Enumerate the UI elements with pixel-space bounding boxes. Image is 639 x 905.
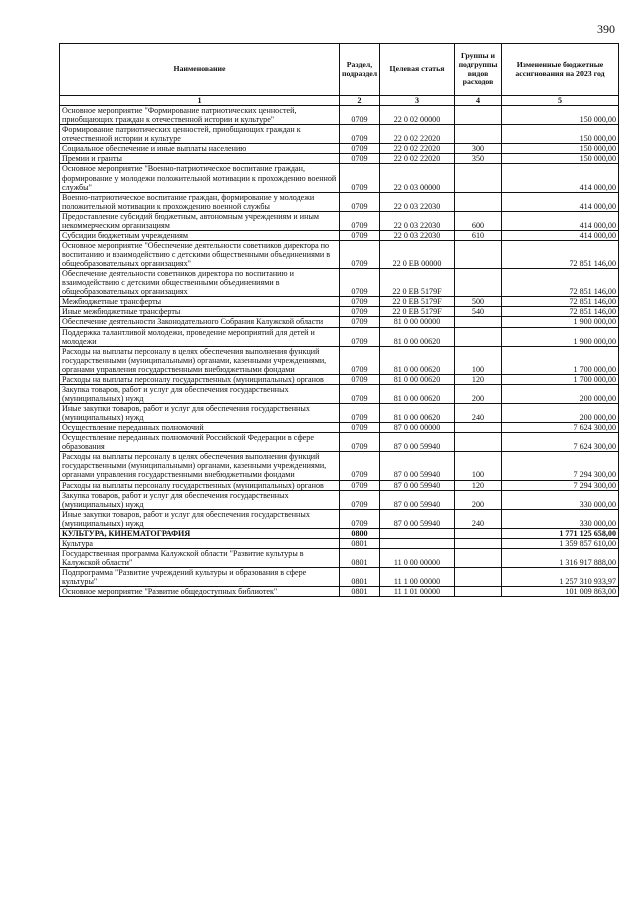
cell-group <box>455 240 502 268</box>
cell-section: 0801 <box>340 538 380 548</box>
table-row <box>60 587 619 597</box>
cell-group: 100 <box>455 452 502 480</box>
table-row <box>60 192 619 211</box>
cell-group <box>455 164 502 192</box>
cell-group: 100 <box>455 346 502 374</box>
table-row <box>60 106 619 125</box>
cell-section: 0709 <box>340 317 380 327</box>
cell-section: 0709 <box>340 480 380 490</box>
cell-target: 81 0 00 00620 <box>380 404 455 423</box>
cell-amount: 414 000,00 <box>502 164 619 192</box>
cell-section: 0709 <box>340 307 380 317</box>
cell-amount: 7 624 300,00 <box>502 433 619 452</box>
cell-group <box>455 538 502 548</box>
table-row <box>60 230 619 240</box>
table-row <box>60 317 619 327</box>
cell-name: Подпрограмма "Развитие учреждений культуры и образования в сфере культуры" <box>60 568 340 587</box>
cell-section: 0801 <box>340 548 380 567</box>
cell-amount: 150 000,00 <box>502 154 619 164</box>
cell-name: Премии и гранты <box>60 154 340 164</box>
cell-section: 0709 <box>340 164 380 192</box>
table-row <box>60 528 619 538</box>
table-row <box>60 538 619 548</box>
cell-name: Предоставление субсидий бюджетным, автономным учреждениям и иным некоммерческим организациям <box>60 211 340 230</box>
cell-group <box>455 192 502 211</box>
column-number: 1 <box>60 96 340 106</box>
cell-name: Основное мероприятие "Развитие общедоступных библиотек" <box>60 587 340 597</box>
cell-group: 240 <box>455 404 502 423</box>
table-row <box>60 452 619 480</box>
cell-target: 87 0 00 59940 <box>380 452 455 480</box>
table-row <box>60 327 619 346</box>
cell-target: 11 1 00 00000 <box>380 568 455 587</box>
cell-name: Формирование патриотических ценностей, приобщающих граждан к отечественной истории и культуре <box>60 125 340 144</box>
cell-name: Расходы на выплаты персоналу в целях обеспечения выполнения функций государственными (муниципальными) органами, казенными учреждениями, органами управления государственными внебюджетными фондами <box>60 346 340 374</box>
header-section: Раздел, подраздел <box>340 44 380 96</box>
cell-amount: 330 000,00 <box>502 509 619 528</box>
cell-section: 0709 <box>340 374 380 384</box>
cell-amount: 1 900 000,00 <box>502 317 619 327</box>
cell-section: 0709 <box>340 125 380 144</box>
table-row <box>60 568 619 587</box>
cell-group <box>455 327 502 346</box>
cell-target: 22 0 02 22020 <box>380 144 455 154</box>
cell-amount: 72 851 146,00 <box>502 269 619 297</box>
column-number: 4 <box>455 96 502 106</box>
table-row <box>60 269 619 297</box>
table-row <box>60 404 619 423</box>
cell-group <box>455 269 502 297</box>
cell-section: 0709 <box>340 269 380 297</box>
cell-target: 22 0 03 00000 <box>380 164 455 192</box>
cell-amount: 150 000,00 <box>502 144 619 154</box>
cell-target: 22 0 ЕВ 5179F <box>380 269 455 297</box>
header-target: Целевая статья <box>380 44 455 96</box>
cell-amount: 7 624 300,00 <box>502 423 619 433</box>
cell-name: Закупка товаров, работ и услуг для обеспечения государственных (муниципальных) нужд <box>60 384 340 403</box>
cell-target: 87 0 00 59940 <box>380 480 455 490</box>
cell-name: Поддержка талантливой молодежи, проведение мероприятий для детей и молодежи <box>60 327 340 346</box>
cell-group <box>455 433 502 452</box>
cell-name: Культура <box>60 538 340 548</box>
cell-group <box>455 106 502 125</box>
cell-group: 500 <box>455 297 502 307</box>
column-number: 2 <box>340 96 380 106</box>
column-number-row <box>60 96 619 106</box>
cell-target: 87 0 00 59940 <box>380 433 455 452</box>
cell-target: 81 0 00 00620 <box>380 374 455 384</box>
cell-group: 200 <box>455 490 502 509</box>
cell-amount: 1 700 000,00 <box>502 374 619 384</box>
cell-target: 81 0 00 00620 <box>380 327 455 346</box>
cell-section: 0709 <box>340 230 380 240</box>
cell-group: 240 <box>455 509 502 528</box>
page-number: 390 <box>597 22 615 36</box>
cell-name: Расходы на выплаты персоналу государственных (муниципальных) органов <box>60 480 340 490</box>
table-row <box>60 548 619 567</box>
cell-amount: 72 851 146,00 <box>502 297 619 307</box>
cell-name: Государственная программа Калужской области "Развитие культуры в Калужской области" <box>60 548 340 567</box>
cell-amount: 7 294 300,00 <box>502 480 619 490</box>
cell-group: 300 <box>455 144 502 154</box>
cell-group <box>455 587 502 597</box>
cell-group <box>455 568 502 587</box>
cell-amount: 150 000,00 <box>502 106 619 125</box>
table-row <box>60 509 619 528</box>
cell-section: 0801 <box>340 568 380 587</box>
cell-section: 0709 <box>340 297 380 307</box>
cell-name: Обеспечение деятельности Законодательного Собрания Калужской области <box>60 317 340 327</box>
cell-target: 22 0 02 22020 <box>380 125 455 144</box>
table-row <box>60 211 619 230</box>
table-row <box>60 423 619 433</box>
cell-group: 600 <box>455 211 502 230</box>
cell-name: Осуществление переданных полномочий <box>60 423 340 433</box>
cell-name: Обеспечение деятельности советников директора по воспитанию и взаимодействию с детскими общественными объединениями в общеобразовательных организациях <box>60 269 340 297</box>
cell-section: 0709 <box>340 384 380 403</box>
cell-group <box>455 317 502 327</box>
cell-name: Основное мероприятие "Формирование патриотических ценностей, приобщающих граждан к отечественной истории и культуре" <box>60 106 340 125</box>
column-number: 3 <box>380 96 455 106</box>
header-amount: Измененные бюджетные ассигнования на 2023 год <box>502 44 619 96</box>
cell-target: 87 0 00 00000 <box>380 423 455 433</box>
cell-name: Иные закупки товаров, работ и услуг для обеспечения государственных (муниципальных) нужд <box>60 404 340 423</box>
cell-target: 22 0 ЕВ 00000 <box>380 240 455 268</box>
cell-group: 610 <box>455 230 502 240</box>
cell-section: 0801 <box>340 587 380 597</box>
cell-name: Расходы на выплаты персоналу государственных (муниципальных) органов <box>60 374 340 384</box>
cell-amount: 414 000,00 <box>502 211 619 230</box>
cell-target: 22 0 ЕВ 5179F <box>380 307 455 317</box>
cell-name: КУЛЬТУРА, КИНЕМАТОГРАФИЯ <box>60 528 340 538</box>
cell-amount: 1 900 000,00 <box>502 327 619 346</box>
cell-group: 540 <box>455 307 502 317</box>
cell-section: 0709 <box>340 240 380 268</box>
cell-target <box>380 538 455 548</box>
cell-amount: 200 000,00 <box>502 384 619 403</box>
cell-target: 11 0 00 00000 <box>380 548 455 567</box>
cell-name: Субсидии бюджетным учреждениям <box>60 230 340 240</box>
cell-section: 0709 <box>340 423 380 433</box>
cell-amount: 414 000,00 <box>502 230 619 240</box>
cell-group: 200 <box>455 384 502 403</box>
cell-section: 0709 <box>340 327 380 346</box>
cell-target: 22 0 03 22030 <box>380 230 455 240</box>
cell-amount: 414 000,00 <box>502 192 619 211</box>
cell-amount: 200 000,00 <box>502 404 619 423</box>
header-row <box>60 44 619 96</box>
cell-section: 0709 <box>340 452 380 480</box>
cell-name: Военно-патриотическое воспитание граждан, формирование у молодежи положительной мотивации к прохождению военной службы <box>60 192 340 211</box>
cell-target: 22 0 02 00000 <box>380 106 455 125</box>
cell-section: 0800 <box>340 528 380 538</box>
cell-amount: 72 851 146,00 <box>502 240 619 268</box>
budget-table <box>59 43 619 597</box>
cell-amount: 101 009 863,00 <box>502 587 619 597</box>
cell-amount: 150 000,00 <box>502 125 619 144</box>
cell-group <box>455 548 502 567</box>
cell-section: 0709 <box>340 490 380 509</box>
cell-group: 120 <box>455 374 502 384</box>
cell-section: 0709 <box>340 154 380 164</box>
cell-group <box>455 125 502 144</box>
table-row <box>60 490 619 509</box>
header-group: Группы и подгруппы видов расходов <box>455 44 502 96</box>
cell-name: Иные закупки товаров, работ и услуг для обеспечения государственных (муниципальных) нужд <box>60 509 340 528</box>
cell-name: Межбюджетные трансферты <box>60 297 340 307</box>
cell-name: Иные межбюджетные трансферты <box>60 307 340 317</box>
table-row <box>60 384 619 403</box>
cell-section: 0709 <box>340 192 380 211</box>
cell-amount: 7 294 300,00 <box>502 452 619 480</box>
cell-name: Основное мероприятие "Обеспечение деятельности советников директора по воспитанию и взаимодействию с детскими общественными объединениями в общеобразовательных организациях" <box>60 240 340 268</box>
cell-name: Основное мероприятие "Военно-патриотическое воспитание граждан, формирование у молодежи положительной мотивации к прохождению военной службы" <box>60 164 340 192</box>
header-name: Наименование <box>60 44 340 96</box>
cell-name: Осуществление переданных полномочий Российской Федерации в сфере образования <box>60 433 340 452</box>
cell-target: 22 0 ЕВ 5179F <box>380 297 455 307</box>
cell-target: 81 0 00 00620 <box>380 384 455 403</box>
cell-target: 81 0 00 00620 <box>380 346 455 374</box>
cell-group <box>455 423 502 433</box>
cell-target <box>380 528 455 538</box>
cell-name: Закупка товаров, работ и услуг для обеспечения государственных (муниципальных) нужд <box>60 490 340 509</box>
cell-target: 87 0 00 59940 <box>380 509 455 528</box>
cell-section: 0709 <box>340 433 380 452</box>
cell-amount: 330 000,00 <box>502 490 619 509</box>
cell-group: 350 <box>455 154 502 164</box>
cell-target: 22 0 02 22020 <box>380 154 455 164</box>
cell-section: 0709 <box>340 106 380 125</box>
table-row <box>60 144 619 154</box>
cell-section: 0709 <box>340 509 380 528</box>
cell-target: 22 0 03 22030 <box>380 211 455 230</box>
cell-target: 87 0 00 59940 <box>380 490 455 509</box>
cell-section: 0709 <box>340 346 380 374</box>
cell-amount: 1 771 125 658,00 <box>502 528 619 538</box>
cell-name: Расходы на выплаты персоналу в целях обеспечения выполнения функций государственными (муниципальными) органами, казенными учреждениями, органами управления государственными внебюджетными фондами <box>60 452 340 480</box>
table-row <box>60 480 619 490</box>
table-row <box>60 125 619 144</box>
cell-group <box>455 528 502 538</box>
table-row <box>60 154 619 164</box>
cell-section: 0709 <box>340 404 380 423</box>
table-row <box>60 346 619 374</box>
table-row <box>60 433 619 452</box>
cell-target: 22 0 03 22030 <box>380 192 455 211</box>
cell-amount: 1 257 310 933,97 <box>502 568 619 587</box>
table-row <box>60 240 619 268</box>
table-row <box>60 374 619 384</box>
cell-section: 0709 <box>340 211 380 230</box>
table-row <box>60 164 619 192</box>
cell-section: 0709 <box>340 144 380 154</box>
cell-amount: 1 316 917 888,00 <box>502 548 619 567</box>
table-row <box>60 297 619 307</box>
cell-target: 11 1 01 00000 <box>380 587 455 597</box>
cell-target: 81 0 00 00000 <box>380 317 455 327</box>
cell-name: Социальное обеспечение и иные выплаты населению <box>60 144 340 154</box>
cell-amount: 1 359 857 610,00 <box>502 538 619 548</box>
cell-group: 120 <box>455 480 502 490</box>
cell-amount: 72 851 146,00 <box>502 307 619 317</box>
table-row <box>60 307 619 317</box>
column-number: 5 <box>502 96 619 106</box>
cell-amount: 1 700 000,00 <box>502 346 619 374</box>
